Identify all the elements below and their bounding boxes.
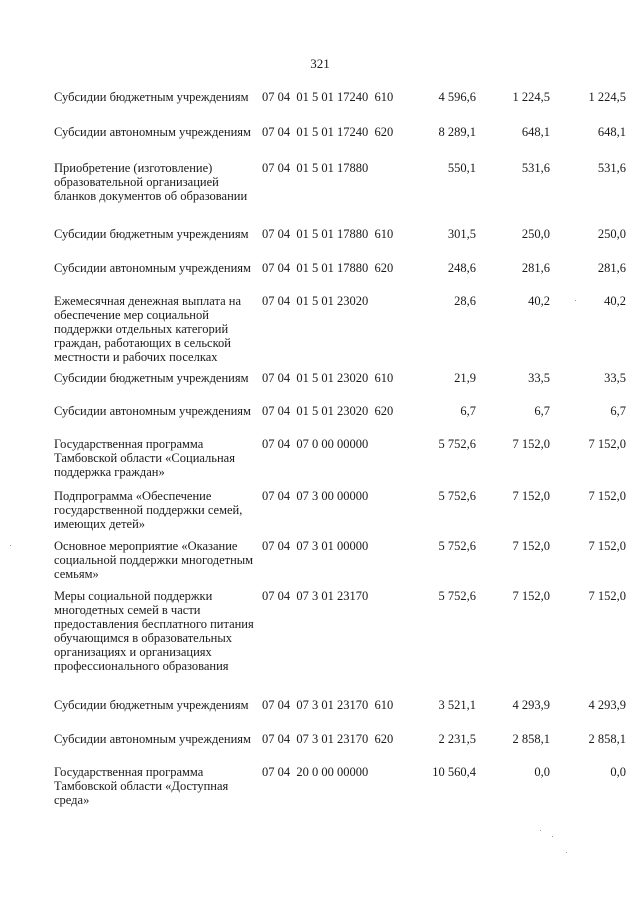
row-value-3: 2 858,1: [588, 732, 626, 746]
row-name: Субсидии бюджетным учреждениям: [54, 90, 249, 104]
row-value-1: 2 231,5: [438, 732, 476, 746]
row-code: 07 04 07 3 00 00000: [262, 489, 369, 503]
row-value-2: 0,0: [534, 765, 550, 779]
row-code: 07 04 07 3 01 00000: [262, 539, 369, 553]
row-value-3: 281,6: [597, 261, 626, 275]
row-code: 07 04 07 3 01 23170: [262, 589, 369, 603]
row-name: Субсидии автономным учреждениям: [54, 732, 251, 746]
row-name: Субсидии автономным учреждениям: [54, 261, 251, 275]
row-value-3: 33,5: [604, 371, 626, 385]
row-code: 07 04 01 5 01 17240 610: [262, 90, 394, 104]
row-value-1: 10 560,4: [432, 765, 476, 779]
row-value-3: 40,2: [604, 294, 626, 308]
row-code: 07 04 07 3 01 23170 610: [262, 698, 394, 712]
row-value-3: 7 152,0: [588, 589, 626, 603]
row-name: Государственная программа Тамбовской области «Социальная поддержка граждан»: [54, 437, 235, 479]
row-code: 07 04 01 5 01 23020 620: [262, 404, 394, 418]
row-value-2: 7 152,0: [512, 539, 550, 553]
row-value-1: 28,6: [454, 294, 476, 308]
row-code: 07 04 01 5 01 17880: [262, 161, 369, 175]
row-name: Субсидии бюджетным учреждениям: [54, 371, 249, 385]
row-value-3: 648,1: [597, 125, 626, 139]
row-code: 07 04 20 0 00 00000: [262, 765, 369, 779]
row-value-1: 5 752,6: [438, 437, 476, 451]
row-value-1: 5 752,6: [438, 589, 476, 603]
row-value-2: 281,6: [521, 261, 550, 275]
row-name: Подпрограмма «Обеспечение государственной поддержки семей, имеющих детей»: [54, 489, 243, 531]
scan-speck: [552, 836, 553, 837]
row-value-1: 5 752,6: [438, 539, 476, 553]
row-value-2: 531,6: [521, 161, 550, 175]
row-value-1: 5 752,6: [438, 489, 476, 503]
row-value-1: 550,1: [447, 161, 476, 175]
row-value-2: 4 293,9: [512, 698, 550, 712]
row-value-3: 531,6: [597, 161, 626, 175]
row-value-2: 1 224,5: [512, 90, 550, 104]
row-name: Ежемесячная денежная выплата на обеспечение мер социальной поддержки отдельных категорий граждан, работающих в сельской местности и рабочих поселках: [54, 294, 241, 364]
row-name: Государственная программа Тамбовской области «Доступная среда»: [54, 765, 229, 807]
row-value-1: 21,9: [454, 371, 476, 385]
row-code: 07 04 01 5 01 17880 610: [262, 227, 394, 241]
row-value-1: 3 521,1: [438, 698, 476, 712]
page-number: 321: [310, 56, 330, 71]
row-value-2: 2 858,1: [512, 732, 550, 746]
row-value-3: 250,0: [597, 227, 626, 241]
row-value-2: 648,1: [521, 125, 550, 139]
row-name: Субсидии бюджетным учреждениям: [54, 698, 249, 712]
row-code: 07 04 07 3 01 23170 620: [262, 732, 394, 746]
row-value-3: 6,7: [610, 404, 626, 418]
row-value-3: 1 224,5: [588, 90, 626, 104]
row-name: Основное мероприятие «Оказание социальной поддержки многодетным семьям»: [54, 539, 254, 581]
row-value-1: 6,7: [460, 404, 476, 418]
row-code: 07 04 01 5 01 23020 610: [262, 371, 394, 385]
scan-speck: [566, 852, 567, 853]
row-name: Меры социальной поддержки многодетных семей в части предоставления бесплатного питания обучающимся в образовательных организациях и организациях профессионального образования: [54, 589, 254, 673]
row-value-3: 7 152,0: [588, 437, 626, 451]
row-name: Субсидии бюджетным учреждениям: [54, 227, 249, 241]
row-value-1: 301,5: [447, 227, 476, 241]
row-value-3: 7 152,0: [588, 489, 626, 503]
row-value-2: 33,5: [528, 371, 550, 385]
row-value-1: 8 289,1: [438, 125, 476, 139]
row-name: Субсидии автономным учреждениям: [54, 404, 251, 418]
row-value-2: 40,2: [528, 294, 550, 308]
row-value-2: 7 152,0: [512, 589, 550, 603]
row-value-3: 4 293,9: [588, 698, 626, 712]
row-name: Приобретение (изготовление) образовательной организацией бланков документов об образовании: [54, 161, 248, 203]
row-value-2: 7 152,0: [512, 437, 550, 451]
scan-speck: [575, 300, 576, 301]
row-value-1: 248,6: [447, 261, 476, 275]
scan-speck: [540, 830, 541, 831]
row-code: 07 04 01 5 01 17240 620: [262, 125, 394, 139]
row-value-3: 0,0: [610, 765, 626, 779]
row-value-3: 7 152,0: [588, 539, 626, 553]
row-value-2: 7 152,0: [512, 489, 550, 503]
row-code: 07 04 07 0 00 00000: [262, 437, 369, 451]
row-code: 07 04 01 5 01 23020: [262, 294, 369, 308]
row-code: 07 04 01 5 01 17880 620: [262, 261, 394, 275]
row-value-1: 4 596,6: [438, 90, 476, 104]
row-value-2: 6,7: [534, 404, 550, 418]
row-name: Субсидии автономным учреждениям: [54, 125, 251, 139]
scan-speck: [10, 545, 11, 546]
row-value-2: 250,0: [521, 227, 550, 241]
